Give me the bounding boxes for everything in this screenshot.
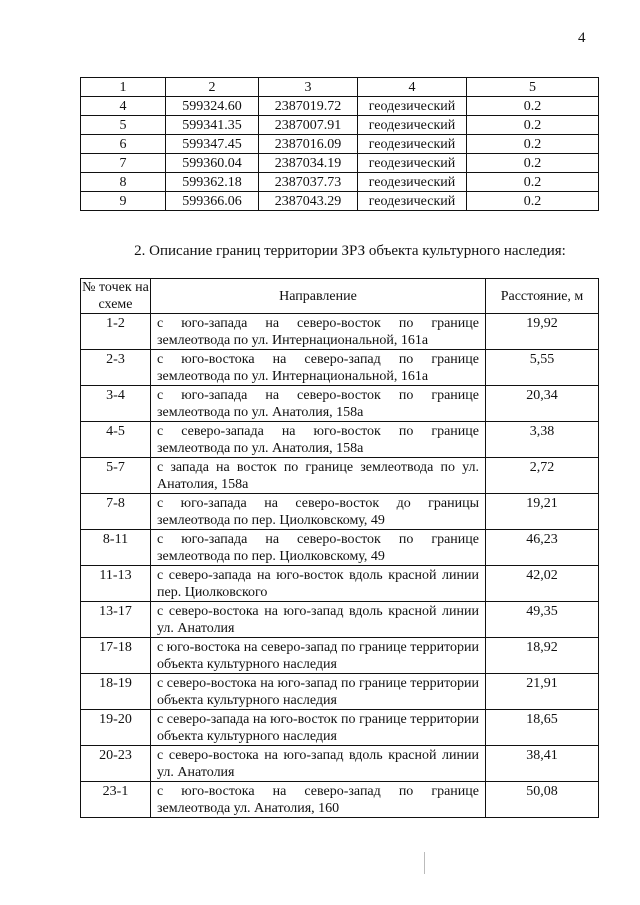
table-row	[81, 674, 599, 710]
direction-cell: с северо-востока на юго-запад по границе территории объекта культурного наследия	[151, 674, 486, 710]
table-cell: 7	[81, 154, 166, 173]
table-cell: 599360.04	[166, 154, 259, 173]
direction-cell: с северо-востока на юго-запад вдоль красной линии ул. Анатолия	[151, 602, 486, 638]
header-cell: 4	[358, 78, 467, 97]
table-row	[81, 566, 599, 602]
points-cell: 5-7	[81, 458, 151, 494]
scan-mark	[424, 852, 425, 874]
table-row	[81, 530, 599, 566]
distance-cell: 42,02	[486, 566, 599, 602]
table-row	[81, 97, 599, 116]
table-cell: геодезический	[358, 173, 467, 192]
direction-header: Направление	[151, 279, 486, 314]
points-cell: 8-11	[81, 530, 151, 566]
table-cell: 6	[81, 135, 166, 154]
coordinates-table	[80, 77, 599, 211]
direction-cell: с юго-запада на северо-восток по границе землеотвода по пер. Циолковскому, 49	[151, 530, 486, 566]
table-cell: 599324.60	[166, 97, 259, 116]
table-cell: 2387019.72	[259, 97, 358, 116]
table-cell: 599347.45	[166, 135, 259, 154]
direction-cell: с северо-запада на юго-восток по границе землеотвода по ул. Анатолия, 158а	[151, 422, 486, 458]
table-cell: 599341.35	[166, 116, 259, 135]
table-cell: 9	[81, 192, 166, 211]
distance-cell: 21,91	[486, 674, 599, 710]
table-cell: 2387043.29	[259, 192, 358, 211]
points-cell: 17-18	[81, 638, 151, 674]
points-cell: 20-23	[81, 746, 151, 782]
points-cell: 13-17	[81, 602, 151, 638]
table-cell: геодезический	[358, 97, 467, 116]
distance-cell: 19,21	[486, 494, 599, 530]
direction-cell: с северо-запада на юго-восток вдоль красной линии пер. Циолковского	[151, 566, 486, 602]
table-cell: 0.2	[467, 97, 599, 116]
table-cell: 2387007.91	[259, 116, 358, 135]
table-row	[81, 135, 599, 154]
distance-header: Расстояние, м	[486, 279, 599, 314]
distance-cell: 3,38	[486, 422, 599, 458]
points-header: № точек на схеме	[82, 280, 149, 312]
table-row	[81, 116, 599, 135]
table-row	[81, 602, 599, 638]
header-cell: 2	[166, 78, 259, 97]
direction-cell: с юго-востока на северо-запад по границе территории объекта культурного наследия	[151, 638, 486, 674]
points-cell: 23-1	[81, 782, 151, 818]
table-cell: 2387034.19	[259, 154, 358, 173]
boundaries-table	[80, 278, 599, 818]
table-row	[81, 314, 599, 350]
direction-cell: с северо-востока на юго-запад вдоль красной линии ул. Анатолия	[151, 746, 486, 782]
distance-cell: 2,72	[486, 458, 599, 494]
table-cell: 0.2	[467, 192, 599, 211]
points-cell: 2-3	[81, 350, 151, 386]
table-row	[81, 710, 599, 746]
table-cell: 2387016.09	[259, 135, 358, 154]
direction-cell: с юго-запада на северо-восток по границе землеотвода по ул. Интернациональной, 161а	[151, 314, 486, 350]
table-row	[81, 494, 599, 530]
table-cell: 0.2	[467, 135, 599, 154]
distance-cell: 19,92	[486, 314, 599, 350]
table-cell: 0.2	[467, 173, 599, 192]
distance-cell: 18,65	[486, 710, 599, 746]
table-cell: 599362.18	[166, 173, 259, 192]
direction-cell: с юго-запада на северо-восток по границе землеотвода по ул. Анатолия, 158а	[151, 386, 486, 422]
table-row	[81, 350, 599, 386]
points-cell: 7-8	[81, 494, 151, 530]
table-cell: геодезический	[358, 135, 467, 154]
table-cell: 0.2	[467, 154, 599, 173]
distance-cell: 38,41	[486, 746, 599, 782]
table-cell: 599366.06	[166, 192, 259, 211]
direction-cell: с юго-запада на северо-восток до границы землеотвода по пер. Циолковскому, 49	[151, 494, 486, 530]
table-row	[81, 154, 599, 173]
boundaries-table-header-row	[81, 279, 599, 314]
header-cell: 3	[259, 78, 358, 97]
distance-cell: 49,35	[486, 602, 599, 638]
header-cell: 5	[467, 78, 599, 97]
distance-cell: 50,08	[486, 782, 599, 818]
table-row	[81, 422, 599, 458]
table-cell: 2387037.73	[259, 173, 358, 192]
distance-cell: 46,23	[486, 530, 599, 566]
points-cell: 19-20	[81, 710, 151, 746]
table-cell: 0.2	[467, 116, 599, 135]
direction-cell: с запада на восток по границе землеотвода по ул. Анатолия, 158а	[151, 458, 486, 494]
distance-cell: 18,92	[486, 638, 599, 674]
table-cell: 4	[81, 97, 166, 116]
distance-cell: 5,55	[486, 350, 599, 386]
table-cell: 5	[81, 116, 166, 135]
header-cell: 1	[81, 78, 166, 97]
direction-cell: с северо-запада на юго-восток по границе территории объекта культурного наследия	[151, 710, 486, 746]
table-row	[81, 746, 599, 782]
table-row	[81, 173, 599, 192]
table-cell: 8	[81, 173, 166, 192]
table-row	[81, 458, 599, 494]
points-cell: 4-5	[81, 422, 151, 458]
table-row	[81, 192, 599, 211]
table-cell: геодезический	[358, 154, 467, 173]
points-cell: 11-13	[81, 566, 151, 602]
table-cell: геодезический	[358, 116, 467, 135]
table-cell: геодезический	[358, 192, 467, 211]
points-cell: 3-4	[81, 386, 151, 422]
coordinates-table-header-row	[81, 78, 599, 97]
table-row	[81, 638, 599, 674]
page-number: 4	[578, 30, 586, 46]
direction-cell: с юго-востока на северо-запад по границе землеотвода ул. Анатолия, 160	[151, 782, 486, 818]
table-row	[81, 386, 599, 422]
points-cell: 18-19	[81, 674, 151, 710]
points-cell: 1-2	[81, 314, 151, 350]
table-row	[81, 782, 599, 818]
distance-cell: 20,34	[486, 386, 599, 422]
direction-cell: с юго-востока на северо-запад по границе землеотвода по ул. Интернациональной, 161а	[151, 350, 486, 386]
section-heading: 2. Описание границ территории ЗРЗ объекта культурного наследия:	[134, 243, 566, 259]
